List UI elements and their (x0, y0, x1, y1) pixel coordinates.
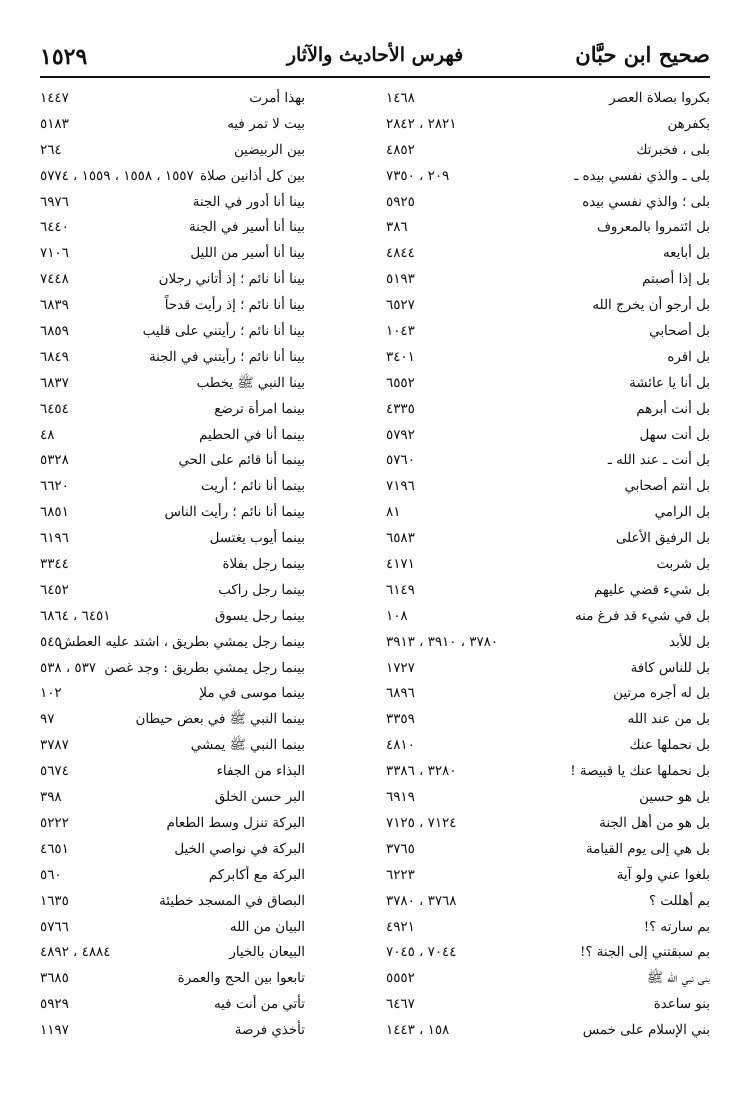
index-row (40, 319, 710, 345)
index-row (40, 397, 710, 423)
right-entry-text: بل أنت سهل (639, 427, 710, 443)
right-entry-text: بل إذا أصبتم (642, 272, 710, 288)
right-entry-text: بل للناس كافة (630, 660, 710, 676)
right-entry-refs: ٤١٧١ (386, 557, 415, 573)
left-entry-refs: ١٤٤٧ (40, 91, 69, 106)
right-entry-text: بل ائتمروا بالمعروف (596, 220, 710, 236)
index-row (40, 526, 710, 552)
left-entry-refs: ٤٨٨٤ ، ٤٨٩٢ (40, 945, 111, 961)
left-entry-text: بينا أنا نائم ؛ رأيتني على قليب (142, 324, 305, 340)
index-row (40, 863, 710, 889)
right-entry-text: بل للأبد (669, 634, 710, 650)
left-entry-text: بيت لا تمر فيه (227, 116, 305, 132)
right-entry-refs: ١٤٦٨ (386, 91, 415, 106)
left-entry-refs: ٦٤٥٢ (40, 582, 69, 598)
right-entry-text: بني الإسلام على خمس (582, 1023, 710, 1039)
right-entry-text: بنو ساعدة (653, 997, 710, 1013)
left-entry-refs: ٥٣٢٨ (40, 453, 69, 469)
index-row (40, 785, 710, 811)
left-entry-text: بينما أيوب يغتسل (209, 531, 305, 547)
index-row (40, 448, 710, 474)
right-entry-text: بلى ـ والذي نفسي بيده ـ (574, 168, 710, 184)
left-entry-text: بينما امرأة ترضع (214, 401, 305, 417)
left-entry-text: البركة في نواصي الخيل (174, 841, 305, 857)
left-entry-refs: ٤٦٥١ (40, 841, 69, 857)
right-entry-refs: ٣٢٨٠ ، ٣٣٨٦ (386, 764, 457, 780)
right-entry-text: بل الرامي (654, 505, 710, 521)
left-entry-text: بين الربيضين (233, 142, 305, 158)
left-entry-refs: ٦٤٤٠ (40, 220, 69, 236)
left-entry-refs: ٦٨٥١ (40, 505, 69, 521)
left-entry-text: بينما النبي ﷺ يمشي (190, 738, 305, 754)
left-entry-text: بهذا أمرت (249, 91, 305, 106)
right-entry-refs: ٢٨٢١ ، ٢٨٤٢ (386, 116, 457, 132)
left-entry-text: بينا أنا نائم ؛ رأيتني في الجنة (148, 349, 305, 365)
left-entry-text: بينما أنا في الحطيم (199, 427, 305, 443)
right-entry-refs: ٨١ (386, 505, 401, 521)
right-entry-refs: ٦٥٢٧ (386, 298, 415, 314)
index-row (40, 604, 710, 630)
right-entry-text: بل له أجره مرتين (613, 686, 710, 702)
right-entry-refs: ٥٧٩٢ (386, 427, 415, 443)
right-entry-text: بل نحملها عنك (629, 738, 710, 754)
right-entry-refs: ١٥٨ ، ١٤٤٣ (386, 1023, 450, 1039)
right-entry-refs: ٧١٩٦ (386, 479, 415, 495)
left-entry-text: بينما أنا نائم ؛ أريت (201, 479, 305, 495)
right-entry-text: بل اقره (667, 349, 710, 365)
left-entry-refs: ٥٢٢٢ (40, 815, 69, 831)
right-entry-text: بل أصحابي (649, 324, 710, 340)
right-entry-refs: ٥٩٢٥ (386, 194, 415, 210)
left-entry-text: بين كل أذانين صلاة (200, 168, 305, 184)
left-entry-refs: ٦١٩٦ (40, 531, 69, 547)
left-entry-text: البصاق في المسجد خطيئة (159, 893, 305, 909)
right-entry-refs: ٥١٩٣ (386, 272, 415, 288)
index-row (40, 837, 710, 863)
right-entry-text: بل هو من أهل الجنة (599, 815, 710, 831)
left-entry-text: بينما رجل يمشي بطريق : وجد غصن (104, 660, 305, 676)
left-entry-text: بينما رجل راكب (218, 582, 305, 598)
page-number: ١٥٢٩ (40, 44, 88, 70)
right-entry-text: بل الرفيق الأعلى (615, 531, 710, 547)
right-entry-text: بم سارته ؟! (643, 919, 710, 935)
right-entry-text: بل أبايعه (662, 246, 710, 262)
index-row (40, 940, 710, 966)
page-title: فهرس الأحاديث والآثار (286, 44, 464, 66)
left-entry-refs: ٧١٠٦ (40, 246, 69, 262)
right-entry-refs: ٧١٢٤ ، ٧١٢٥ (386, 815, 457, 831)
index-row (40, 759, 710, 785)
left-entry-text: بينما رجل بفلاة (222, 557, 305, 573)
right-entry-refs: ٦١٤٩ (386, 582, 415, 598)
left-entry-refs: ١٠٢ (40, 686, 62, 702)
right-entry-refs: ٣٣٥٩ (386, 712, 415, 728)
right-entry-refs: ٦٥٥٢ (386, 375, 415, 391)
right-entry-text: بنى نبي الله ﷺ (646, 971, 710, 987)
left-entry-text: البركة تنزل وسط الطعام (166, 815, 305, 831)
index-row (40, 811, 710, 837)
left-entry-refs: ٥٧٦٦ (40, 919, 69, 935)
right-entry-text: بلغوا عني ولو آية (616, 867, 710, 883)
left-entry-refs: ٧٤٤٨ (40, 272, 69, 288)
left-entry-text: البر حسن الخلق (214, 790, 305, 806)
index-row (40, 992, 710, 1018)
left-entry-refs: ٦٨٤٩ (40, 349, 69, 365)
right-entry-text: بم سبقتني إلى الجنة ؟! (579, 945, 710, 961)
right-entry-refs: ٦٢٢٣ (386, 867, 415, 883)
index-row (40, 552, 710, 578)
left-entry-text: بينما أنا نائم ؛ رأيت الناس (164, 505, 305, 521)
right-entry-text: بم أهللت ؟ (648, 893, 710, 909)
page-header (40, 30, 710, 78)
left-entry-refs: ١١٩٧ (40, 1023, 69, 1039)
index-row (40, 112, 710, 138)
right-entry-text: بل أنت ـ عند الله ـ (607, 453, 710, 469)
right-entry-refs: ٤٨٥٢ (386, 142, 415, 158)
right-entry-refs: ٢٠٩ ، ٧٣٥٠ (386, 168, 450, 184)
right-entry-refs: ٦٥٨٣ (386, 531, 415, 547)
index-row (40, 86, 710, 112)
right-entry-refs: ٤٨٤٤ (386, 246, 415, 262)
right-entry-refs: ٤٩٢١ (386, 919, 415, 935)
right-entry-text: بل هو حسين (639, 790, 710, 806)
right-entry-text: بل هي إلى يوم القيامة (585, 841, 710, 857)
right-entry-text: بل نحملها عنك يا قبيصة ! (570, 764, 710, 780)
index-row (40, 630, 710, 656)
index-row (40, 241, 710, 267)
index-row (40, 423, 710, 449)
left-entry-refs: ٣٩٨ (40, 790, 62, 806)
right-entry-refs: ٦٤٦٧ (386, 997, 415, 1013)
left-entry-text: تابعوا بين الحج والعمرة (177, 971, 305, 987)
left-entry-refs: ٢٦٤ (40, 142, 62, 158)
index-row (40, 733, 710, 759)
left-entry-refs: ٥٩٢٩ (40, 997, 69, 1013)
index-row (40, 371, 710, 397)
index-row (40, 578, 710, 604)
left-entry-text: بينما رجل يسوق (214, 608, 305, 624)
left-entry-text: البيعان بالخيار (229, 945, 305, 961)
left-entry-text: تأتي من أنت فيه (213, 997, 305, 1013)
left-entry-refs: ٥٦٧٤ (40, 764, 69, 780)
right-entry-text: بكفرهن (667, 116, 710, 132)
right-entry-text: بل أنت أبرهم (636, 401, 710, 417)
right-entry-text: بل شيء قضي عليهم (593, 582, 710, 598)
right-entry-refs: ٣٧٨٠ ، ٣٩١٠ ، ٣٩١٣ (386, 634, 499, 650)
right-entry-refs: ١٧٢٧ (386, 660, 415, 676)
right-entry-refs: ٥٥٥٢ (386, 971, 415, 987)
left-entry-refs: ٦٦٢٠ (40, 479, 69, 495)
right-entry-refs: ٧٠٤٤ ، ٧٠٤٥ (386, 945, 457, 961)
left-entry-text: بينا أنا أسير من الليل (190, 246, 305, 262)
left-entry-refs: ٤٨ (40, 427, 55, 443)
index-row (40, 164, 710, 190)
left-entry-refs: ٦٩٧٦ (40, 194, 69, 210)
index-row (40, 345, 710, 371)
index-row (40, 138, 710, 164)
index-row (40, 293, 710, 319)
left-entry-refs: ٦٨٣٩ (40, 298, 69, 314)
index-row (40, 915, 710, 941)
left-entry-refs: ٦٤٥١ ، ٦٨٦٤ (40, 608, 111, 624)
right-entry-text: بل أنتم أصحابي (624, 479, 710, 495)
left-entry-refs: ٦٨٣٧ (40, 375, 69, 391)
left-entry-refs: ٥٦٠ (40, 867, 62, 883)
book-title: صحيح ابن حبَّان (575, 42, 710, 67)
index-row (40, 190, 710, 216)
right-entry-text: بل أرجو أن يخرج الله (592, 298, 710, 314)
left-entry-refs: ٣٦٨٥ (40, 971, 69, 987)
right-entry-refs: ٦٩١٩ (386, 790, 415, 806)
index-row (40, 1018, 710, 1044)
left-entry-text: بينما موسى في ملإ (199, 686, 305, 702)
left-entry-text: بينا أنا نائم ؛ إذ رأيت قدحاً (164, 298, 305, 314)
left-entry-text: البيان من الله (229, 919, 305, 935)
left-entry-text: بينما النبي ﷺ في بعض حيطان (135, 712, 305, 728)
left-entry-refs: ٩٧ (40, 712, 55, 728)
index-row (40, 500, 710, 526)
right-entry-refs: ٤٣٣٥ (386, 401, 415, 417)
right-entry-refs: ٣٨٦ (386, 220, 408, 236)
index-row (40, 267, 710, 293)
right-entry-refs: ٣٤٠١ (386, 349, 415, 365)
right-entry-text: بل من عند الله (627, 712, 710, 728)
left-entry-refs: ٥١٨٣ (40, 116, 69, 132)
right-entry-text: بل في شيء قد فرغ منه (575, 608, 710, 624)
right-entry-text: بلى ، فخبرتك (636, 142, 710, 158)
hadith-index-table (40, 86, 710, 1044)
right-entry-refs: ١٠٨ (386, 608, 408, 624)
right-entry-text: بل أنا يا عائشة (629, 375, 710, 391)
right-entry-refs: ٦٨٩٦ (386, 686, 415, 702)
right-entry-refs: ١٠٤٣ (386, 324, 415, 340)
left-entry-text: بينا أنا أسير في الجنة (188, 220, 305, 236)
right-entry-text: بلى ؛ والذي نفسي بيده (582, 194, 710, 210)
left-entry-text: بينا أنا أدور في الجنة (192, 194, 305, 210)
index-row (40, 656, 710, 682)
left-entry-text: بينما أنا قائم على الحي (178, 453, 305, 469)
left-entry-text: البذاء من الجفاء (216, 764, 305, 780)
left-entry-refs: ٣٧٨٧ (40, 738, 69, 754)
right-entry-refs: ٥٧٦٠ (386, 453, 415, 469)
index-row (40, 966, 710, 992)
left-entry-text: بينما رجل يمشي بطريق ، اشتد عليه العطش (58, 634, 305, 650)
left-entry-refs: ٥٣٧ ، ٥٣٨ (40, 660, 96, 676)
left-entry-refs: ٣٣٤٤ (40, 557, 69, 573)
left-entry-text: تأخذي فرصة (234, 1023, 305, 1039)
right-entry-text: بكروا بصلاة العصر (609, 91, 710, 106)
left-entry-refs: ٦٤٥٤ (40, 401, 69, 417)
left-entry-refs: ١٦٣٥ (40, 893, 69, 909)
index-row (40, 681, 710, 707)
index-row (40, 474, 710, 500)
index-row (40, 215, 710, 241)
index-row (40, 889, 710, 915)
right-entry-refs: ٣٧٦٨ ، ٣٧٨٠ (386, 893, 457, 909)
left-entry-text: بينا النبي ﷺ يخطب (196, 375, 305, 391)
left-entry-refs: ١٥٥٧ ، ١٥٥٨ ، ١٥٥٩ ، ٥٧٧٤ (40, 168, 194, 184)
left-entry-text: البركة مع أكابركم (208, 867, 305, 883)
left-entry-text: بينا أنا نائم ؛ إذ أتاني رجلان (158, 272, 305, 288)
index-row (40, 707, 710, 733)
right-entry-text: بل شربت (656, 557, 710, 573)
left-entry-refs: ٦٨٥٩ (40, 324, 69, 340)
left-entry-refs: ٥٤٥ (40, 634, 62, 650)
right-entry-refs: ٤٨١٠ (386, 738, 415, 754)
right-entry-refs: ٣٧٦٥ (386, 841, 415, 857)
